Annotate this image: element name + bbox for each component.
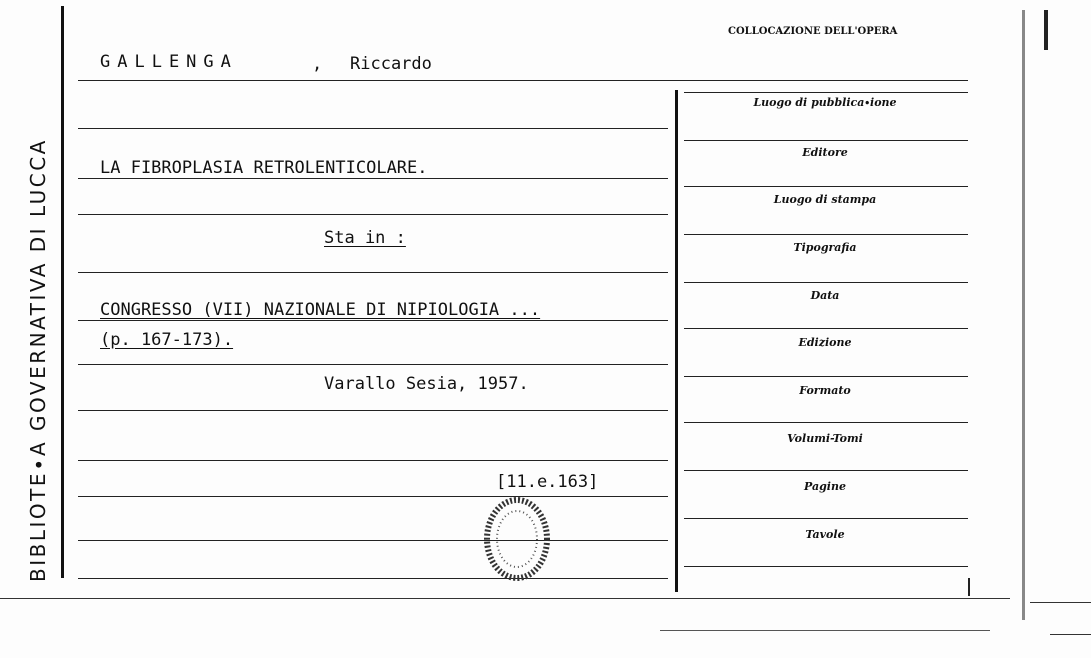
card-bottom-edge (0, 598, 1010, 599)
scan-artifact-line (1050, 634, 1091, 635)
place-and-year: Varallo Sesia, 1957. (324, 374, 529, 394)
ruled-line (78, 410, 668, 411)
collocation-line (684, 186, 968, 187)
page-range: (p. 167-173). (100, 330, 234, 350)
field-label-format: Formato (799, 384, 851, 397)
contained-in-label: Sta in : (324, 228, 406, 248)
collocation-line (684, 234, 968, 235)
field-label-place-of-printing: Luogo di stampa (773, 193, 877, 206)
collocation-divider (675, 90, 678, 592)
collocation-line (684, 470, 968, 471)
ruled-line (78, 214, 668, 215)
library-name: BIBLIOTE∙A GOVERNATIVA DI LUCCA (26, 138, 50, 582)
field-label-publisher: Editore (802, 146, 848, 159)
collocation-header: COLLOCAZIONE DELL'OPERA (728, 26, 898, 37)
field-label-printer: Tipografia (793, 241, 857, 254)
collocation-line (684, 328, 968, 329)
field-label-pages: Pagine (804, 480, 846, 493)
scan-artifact-line (1030, 602, 1091, 603)
ruled-line (78, 272, 668, 273)
left-margin-rule (61, 6, 64, 578)
library-stamp (482, 496, 552, 582)
scan-artifact-mark (1044, 10, 1048, 50)
collocation-line (684, 566, 968, 567)
author-surname: GALLENGA (100, 52, 238, 72)
author-first-name: Riccardo (350, 54, 432, 74)
ruled-line (78, 540, 668, 541)
shelfmark: [11.e.163] (496, 472, 599, 492)
field-label-plates: Tavole (805, 528, 845, 541)
collocation-line (684, 422, 968, 423)
scan-artifact-mark (968, 578, 970, 596)
collocation-line (684, 518, 968, 519)
source-title: CONGRESSO (VII) NAZIONALE DI NIPIOLOGIA ... (100, 300, 541, 320)
field-label-date: Data (810, 289, 840, 302)
ruled-line (78, 578, 668, 579)
field-label-volumes: Volumi-Tomi (787, 432, 863, 445)
ruled-line (78, 80, 968, 81)
field-label-edition: Edizione (798, 336, 852, 349)
ruled-line (78, 460, 668, 461)
ruled-line (78, 320, 668, 321)
author-separator: , (312, 54, 323, 74)
field-label-place-of-publication: Luogo di pubblica∙ione (753, 96, 897, 109)
work-title: LA FIBROPLASIA RETROLENTICOLARE. (100, 158, 428, 178)
scan-artifact-edge (1022, 10, 1025, 620)
scan-artifact-line (660, 630, 990, 631)
ruled-line (78, 496, 668, 497)
collocation-line (684, 140, 968, 141)
collocation-line (684, 376, 968, 377)
collocation-line (684, 282, 968, 283)
ruled-line (78, 178, 668, 179)
collocation-line (684, 92, 968, 93)
ruled-line (78, 364, 668, 365)
ruled-line (78, 128, 668, 129)
